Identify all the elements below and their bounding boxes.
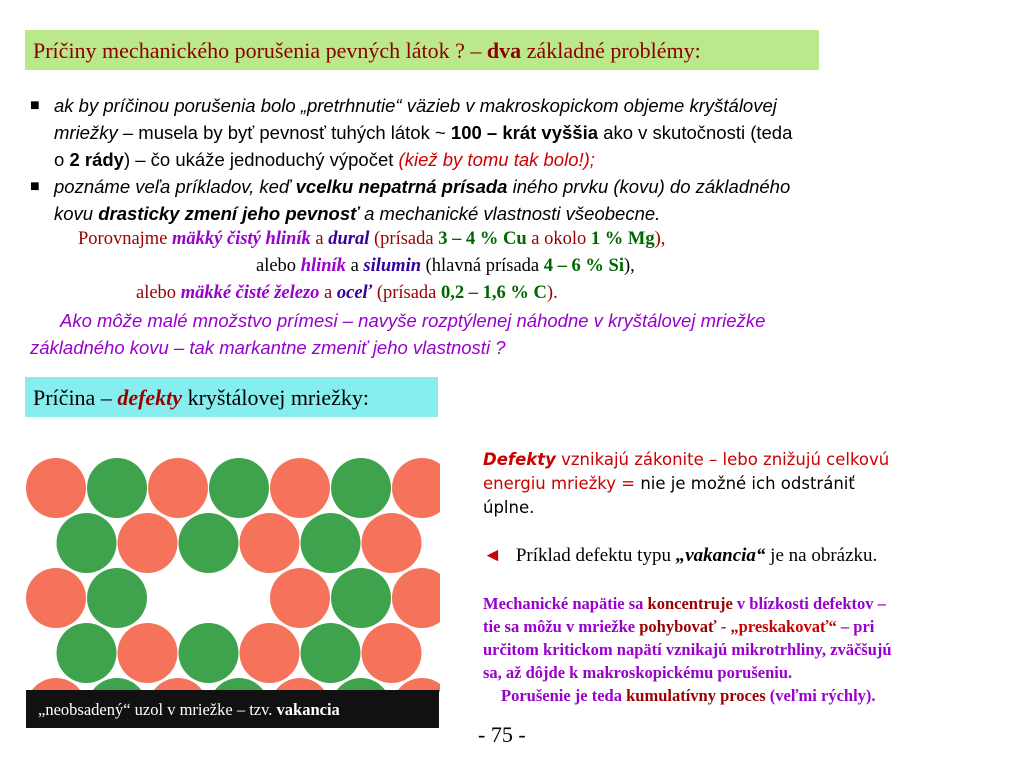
section-title-text-2: kryštálovej mriežky: <box>182 385 370 410</box>
atom-salmon <box>118 513 178 573</box>
compare-additive: 4 – 6 % Si <box>543 256 624 276</box>
compare-text: alebo <box>136 283 181 303</box>
compare-metal: hliník <box>300 256 346 276</box>
atom-salmon <box>392 458 440 518</box>
atom-green <box>179 513 239 573</box>
atom-salmon <box>362 623 422 683</box>
compare-additive: 0,2 – 1,6 % C <box>441 283 547 303</box>
stress-term: koncentruje <box>647 594 733 613</box>
compare-text: a okolo <box>526 229 591 249</box>
bullet-2-italic-2: iného prvku (kovu) do základného <box>507 176 791 197</box>
atom-salmon <box>392 568 440 628</box>
atom-salmon <box>240 513 300 573</box>
bullet-1 <box>54 92 974 173</box>
compare-additive: 1 % Mg <box>590 229 655 249</box>
question-text: Ako môže malé množstvo prímesi – navyše rozptýlenej náhodne v kryštálovej mriežke <box>60 310 766 331</box>
title-text: Príčiny mechanického porušenia pevných látok ? – <box>33 38 487 63</box>
section-title <box>33 385 369 411</box>
question-text: základného kovu – tak markantne zmeniť jeho vlastnosti ? <box>30 337 506 358</box>
title-bold: dva <box>486 38 522 63</box>
page-number: - 75 - <box>478 722 526 747</box>
figure-caption <box>26 690 439 728</box>
atom-salmon <box>148 458 208 518</box>
bullet-1-remark: (kiež by tomu tak bolo!); <box>398 149 595 170</box>
bullet-1-text-2: ako v skutočnosti (teda <box>598 122 793 143</box>
atom-salmon <box>270 458 330 518</box>
atom-salmon <box>270 568 330 628</box>
slide-title <box>33 38 701 64</box>
defects-paragraph <box>483 448 993 520</box>
atom-green <box>57 513 117 573</box>
atom-green <box>301 513 361 573</box>
vacancy-example-line <box>483 545 993 567</box>
bullet-1-text-4: ) – čo ukáže jednoduchý výpočet <box>123 149 399 170</box>
question-line-1 <box>60 310 765 332</box>
defects-term: Defekty <box>483 450 556 469</box>
atom-salmon <box>240 623 300 683</box>
stress-term-3: „preskakovať“ <box>730 617 837 636</box>
stress-term-4: kumulatívny proces <box>626 686 766 705</box>
compare-text: ). <box>546 283 558 303</box>
compare-alloy: silumin <box>363 256 421 276</box>
compare-text: ), <box>623 256 635 276</box>
bullet-2-italic-4: a mechanické vlastnosti všeobecne. <box>358 203 661 224</box>
atom-salmon <box>26 458 86 518</box>
compare-line-3 <box>136 283 558 304</box>
stress-text: Mechanické napätie sa <box>483 594 648 613</box>
left-arrow-icon: ◄ <box>483 545 502 566</box>
compare-metal: mäkké čisté železo <box>180 283 320 303</box>
stress-term-2: pohybovať <box>639 617 717 636</box>
stress-text-4: - <box>716 617 731 636</box>
vacancy-lattice-figure <box>20 452 440 692</box>
defects-text-4: úplne. <box>483 498 535 517</box>
compare-alloy: dural <box>328 229 370 249</box>
bullet-2 <box>54 173 974 227</box>
atom-green <box>331 458 391 518</box>
defects-text: vznikajú zákonite – lebo znižujú celkovú <box>555 450 890 469</box>
bullet-marker-2: ■ <box>30 178 40 195</box>
compare-text: a <box>310 229 329 249</box>
title-banner <box>25 30 819 70</box>
bullet-1-text: musela by byť pevnosť tuhých látok ~ <box>138 122 451 143</box>
defects-text-3: nie je možné ich odstrániť <box>640 474 855 493</box>
bullet-marker-1: ■ <box>30 97 40 114</box>
example-term: „vakancia“ <box>675 545 766 566</box>
atom-salmon <box>362 513 422 573</box>
section-banner <box>25 377 438 417</box>
example-text: Príklad defektu typu <box>515 545 676 566</box>
atom-green <box>209 458 269 518</box>
compare-additive: 3 – 4 % Cu <box>438 229 527 249</box>
atom-green <box>331 568 391 628</box>
atom-green <box>57 623 117 683</box>
atom-green <box>87 568 147 628</box>
atom-green <box>87 458 147 518</box>
bullet-1-line-1: ak by príčinou porušenia bolo „pretrhnutie“ väzieb v makroskopickom objeme kryštálovej <box>54 95 777 116</box>
atom-salmon <box>26 568 86 628</box>
compare-text: (prísada <box>372 283 442 303</box>
atom-green <box>179 623 239 683</box>
compare-text: (prísada <box>369 229 439 249</box>
bullet-2-bold-2: drasticky zmení jeho pevnosť <box>98 203 359 224</box>
bullet-1-italic: mriežky – <box>54 122 139 143</box>
compare-text: Porovnajme <box>78 229 173 249</box>
stress-text-3: tie sa môžu v mriežke <box>483 617 640 636</box>
bullet-1-bold: 100 – krát vyššia <box>450 122 599 143</box>
compare-text: a <box>319 283 337 303</box>
bullet-2-bold: vcelku nepatrná prísada <box>295 176 508 197</box>
question-line-2 <box>30 337 505 359</box>
bullet-2-italic-3: kovu <box>54 203 99 224</box>
atom-salmon <box>118 623 178 683</box>
section-title-emph: defekty <box>117 385 183 410</box>
compare-line-2 <box>256 256 635 277</box>
compare-text: ), <box>654 229 666 249</box>
section-title-text: Príčina – <box>33 385 118 410</box>
stress-text-8: Porušenie je teda <box>501 686 627 705</box>
stress-text-9: (veľmi rýchly). <box>765 686 876 705</box>
stress-text-6: určitom kritickom napätí vznikajú mikrotrhliny, zväčšujú <box>483 640 892 659</box>
example-text-2: je na obrázku. <box>765 545 878 566</box>
caption-text-a: „neobsadený“ uzol v mriežke – tzv. <box>38 700 277 719</box>
stress-paragraph <box>483 592 993 707</box>
stress-text-2: v blízkosti defektov – <box>732 594 886 613</box>
compare-alloy: oceľ <box>336 283 373 303</box>
caption-bold: vakancia <box>276 700 340 719</box>
bullet-1-text-3: o <box>54 149 70 170</box>
atom-green <box>301 623 361 683</box>
defects-text-2: energiu mriežky = <box>483 474 641 493</box>
compare-text: (hlavná prísada <box>421 256 544 276</box>
compare-text: a <box>345 256 364 276</box>
caption-text <box>38 700 340 720</box>
stress-text-7: sa, až dôjde k makroskopickému porušeniu. <box>483 663 793 682</box>
compare-metal: mäkký čistý hliník <box>172 229 311 249</box>
stress-text-5: – pri <box>836 617 875 636</box>
compare-line-1 <box>78 229 665 250</box>
compare-text: alebo <box>256 256 301 276</box>
bullet-1-bold-2: 2 rády <box>69 149 124 170</box>
title-text-end: základné problémy: <box>521 38 701 63</box>
bullet-2-italic: poznáme veľa príkladov, keď <box>54 176 296 197</box>
